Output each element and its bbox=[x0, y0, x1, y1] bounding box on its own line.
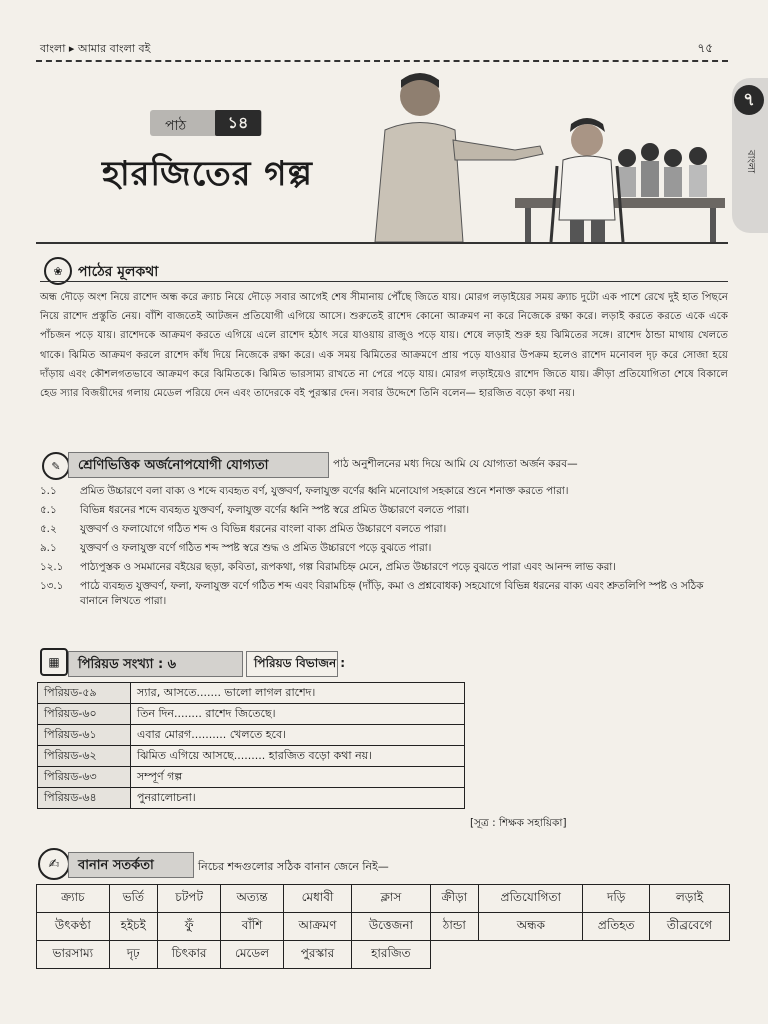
spelling-word: অন্ধক bbox=[479, 913, 583, 941]
spelling-word: চিৎকার bbox=[157, 941, 220, 969]
spelling-word: তীব্রবেগে bbox=[649, 913, 729, 941]
table-row bbox=[38, 704, 465, 725]
table-row bbox=[38, 788, 465, 809]
table-row bbox=[37, 941, 730, 969]
lesson-title: হারজিতের গল্প bbox=[102, 154, 313, 194]
spelling-word: ঠান্ডা bbox=[430, 913, 479, 941]
lesson-number: ১৪ bbox=[215, 110, 261, 136]
spelling-word: ভর্তি bbox=[109, 885, 157, 913]
period-cell: পিরিয়ড-৬৪ bbox=[38, 788, 131, 809]
table-row bbox=[37, 885, 730, 913]
spelling-description: নিচের শব্দগুলোর সঠিক বানান জেনে নিই— bbox=[198, 860, 389, 873]
header-divider bbox=[36, 60, 728, 62]
list-item bbox=[40, 560, 730, 575]
spelling-word: চটপট bbox=[157, 885, 220, 913]
spelling-word: ফুঁ bbox=[157, 913, 220, 941]
table-row bbox=[38, 683, 465, 704]
period-content-cell: পুনরালোচনা। bbox=[131, 788, 465, 809]
spelling-word: প্রতিহত bbox=[583, 913, 649, 941]
chapter-number: ৭ bbox=[734, 85, 764, 115]
spelling-word: উৎকণ্ঠা bbox=[37, 913, 110, 941]
period-cell: পিরিয়ড-৬৩ bbox=[38, 767, 131, 788]
period-cell: পিরিয়ড-৬২ bbox=[38, 746, 131, 767]
competency-description: পাঠ অনুশীলনের মধ্য দিয়ে আমি যে যোগ্যতা অর্জন করব— bbox=[333, 458, 578, 470]
source-note: [সূত্র : শিক্ষক সহায়িকা] bbox=[470, 817, 567, 829]
spelling-word: হারজিত bbox=[352, 941, 430, 969]
period-table bbox=[37, 682, 465, 809]
competency-text: যুক্তবর্ণ ও ফলাযুক্ত বর্ণে গঠিত শব্দ স্পষ্ট স্বরে শুদ্ধ ও প্রমিত উচ্চারণে পড়ে বুঝতে পারা। bbox=[80, 542, 432, 554]
period-content-cell: তিন দিন........ রাশেদ জিতেছে। bbox=[131, 704, 465, 725]
competency-code: ১৩.১ bbox=[40, 580, 64, 592]
competency-text: বিভিন্ন ধরনের শব্দে ব্যবহৃত যুক্তবর্ণ, ফলাযুক্ত বর্ণের ধ্বনি স্পষ্ট স্বরে প্রমিত উচ্চারণে বলতে পারা। bbox=[80, 504, 470, 516]
spelling-word: মেধাবী bbox=[283, 885, 351, 913]
period-content-cell: এবার মোরগ.......... খেলতে হবে। bbox=[131, 725, 465, 746]
spelling-word: বাঁশি bbox=[221, 913, 283, 941]
classroom-illustration bbox=[365, 70, 725, 242]
spelling-word: দৃঢ় bbox=[109, 941, 157, 969]
spelling-word: দড়ি bbox=[583, 885, 649, 913]
spelling-word: মেডেল bbox=[221, 941, 283, 969]
competency-section-icon: ✎ bbox=[42, 452, 70, 480]
period-content-cell: স্যার, আসতে....... ভালো লাগল রাশেদ। bbox=[131, 683, 465, 704]
competency-code: ১.১ bbox=[40, 485, 57, 497]
spelling-word: লড়াই bbox=[649, 885, 729, 913]
empty-cell bbox=[430, 941, 479, 969]
period-count-title: পিরিয়ড সংখ্যা : ৬ bbox=[78, 657, 177, 672]
spelling-word: হইচই bbox=[109, 913, 157, 941]
spelling-word: ক্র্যাচ bbox=[37, 885, 110, 913]
table-row bbox=[38, 725, 465, 746]
list-item bbox=[40, 484, 730, 499]
period-cell: পিরিয়ড-৫৯ bbox=[38, 683, 131, 704]
breadcrumb: বাংলা ▸ আমার বাংলা বই bbox=[40, 42, 151, 55]
period-division-label: পিরিয়ড বিভাজন : bbox=[254, 656, 346, 670]
competency-list bbox=[40, 484, 730, 613]
spelling-word: ক্লাস bbox=[352, 885, 430, 913]
spelling-table bbox=[36, 884, 730, 969]
competency-code: ১২.১ bbox=[40, 561, 64, 573]
lesson-label: পাঠ bbox=[165, 118, 187, 134]
competency-code: ৫.১ bbox=[40, 504, 57, 516]
period-cell: পিরিয়ড-৬১ bbox=[38, 725, 131, 746]
empty-cell bbox=[479, 941, 583, 969]
competency-text: যুক্তবর্ণ ও ফলাযোগে গঠিত শব্দ ও বিভিন্ন ধরনের বাংলা বাক্য প্রমিত উচ্চারণে বলতে পারা। bbox=[80, 523, 447, 535]
competency-title: শ্রেণিভিত্তিক অর্জনোপযোগী যোগ্যতা bbox=[78, 458, 269, 473]
competency-text: পাঠে ব্যবহৃত যুক্তবর্ণ, ফলা, ফলাযুক্ত বর্ণে গঠিত শব্দ এবং বিরামচিহ্ন (দাঁড়ি, কমা ও প্রশ্নবোধক) সহযোগে বিভিন্ন ধরনের বাক্য এবং শ্রুতলিপি স্পষ্ট ও সঠিক বানানে লিখতে পারা। bbox=[80, 580, 704, 607]
spelling-icon: ✍ bbox=[38, 848, 70, 880]
competency-text: প্রমিত উচ্চারণে বলা বাক্য ও শব্দে ব্যবহৃত বর্ণ, যুক্তবর্ণ, ফলাযুক্ত বর্ণের ধ্বনি মনোযোগ সহকারে শুনে শনাক্ত করতে পারা। bbox=[80, 485, 569, 497]
spelling-word: আক্রমণ bbox=[283, 913, 351, 941]
spelling-title: বানান সতর্কতা bbox=[78, 858, 154, 873]
competency-text: পাঠ্যপুস্তক ও সমমানের বইয়ের ছড়া, কবিতা, রূপকথা, গল্প বিরামচিহ্ন মেনে, প্রমিত উচ্চারণে পড়ে বুঝতে পারা এবং আনন্দ লাভ করা। bbox=[80, 561, 616, 573]
chapter-side-label: বাংলা bbox=[745, 150, 756, 174]
empty-cell bbox=[649, 941, 729, 969]
period-content-cell: সম্পূর্ণ গল্প bbox=[131, 767, 465, 788]
competency-code: ৫.২ bbox=[40, 523, 57, 535]
summary-divider bbox=[40, 281, 728, 282]
list-item bbox=[40, 541, 730, 556]
table-row bbox=[38, 746, 465, 767]
summary-section-icon: ❀ bbox=[44, 257, 72, 285]
spelling-word: ক্রীড়া bbox=[430, 885, 479, 913]
lesson-heading-divider bbox=[36, 242, 728, 244]
spelling-word: ভারসাম্য bbox=[37, 941, 110, 969]
spelling-word: অত্যন্ত bbox=[221, 885, 283, 913]
table-row bbox=[38, 767, 465, 788]
page-number: ৭৫ bbox=[697, 41, 713, 55]
summary-text: অন্ধ দৌড়ে অংশ নিয়ে রাশেদ অন্ধ করে ক্র্যাচ নিয়ে দৌড়ে সবার আগেই শেষ সীমানায় পৌঁছে জিতে যায়। মোরগ লড়াইয়ের সময় ক্র্যাচ দুটো এক পাশে রেখে দুই হাত পিছনে নিয়ে রাশেদ প্রস্তুতি নেয়। বাঁশি বাজতেই আটজন প্রতিযোগী এগিয়ে আসে। শুরুতেই রাশেদ কোনো আক্রমণ না করে নিজেকে রক্ষা করে। লড়াই করতে করতে একে একে পাঁচজন পড়ে যায়। রাশেদকে আক্রমণ করতে এগিয়ে এলে রাশেদ হঠাৎ সরে যাওয়ায় রাজুও পড়ে যায়। শেষে লড়াই শুরু হয় ঝিমিতের সঙ্গে। রাশেদ ঠান্ডা মাথায় খেলতে থাকে। ঝিমিত আক্রমণ করলে রাশেদ কাঁধ দিয়ে নিজেকে রক্ষা করে। এক সময় ঝিমিতের আক্রমণে প্রায় পড়ে যাওয়ার উপক্রম হলেও রাশেদ মনোবল দৃঢ় করে সোজা হয়ে দাঁড়ায় এবং কৌশলগতভাবে আক্রমণ করে ঝিমিতকে। ঝিমিত ভারসাম্য রাখতে না পেরে পড়ে যায়। মোরগ লড়াইয়েও রাশেদ জিতে যায়। ক্রীড়া প্রতিযোগিতা শেষে বিকালে হেড স্যার বিজয়ীদের গলায় মেডেল পরিয়ে দেন এবং তাদেরকে বই পুরস্কার দেন। সবার উদ্দেশে তিনি বলেন— হারজিত বড়ো কথা নয়। bbox=[40, 292, 728, 400]
period-content-cell: ঝিমিত এগিয়ে আসছে......... হারজিত বড়ো কথা নয়। bbox=[131, 746, 465, 767]
spelling-word: পুরস্কার bbox=[283, 941, 351, 969]
calendar-icon: ▦ bbox=[40, 648, 68, 676]
spelling-word: উত্তেজনা bbox=[352, 913, 430, 941]
spelling-word: প্রতিযোগিতা bbox=[479, 885, 583, 913]
list-item bbox=[40, 579, 730, 609]
empty-cell bbox=[583, 941, 649, 969]
list-item bbox=[40, 503, 730, 518]
competency-code: ৯.১ bbox=[40, 542, 57, 554]
list-item bbox=[40, 522, 730, 537]
summary-title: পাঠের মূলকথা bbox=[78, 264, 159, 280]
table-row bbox=[37, 913, 730, 941]
period-cell: পিরিয়ড-৬০ bbox=[38, 704, 131, 725]
